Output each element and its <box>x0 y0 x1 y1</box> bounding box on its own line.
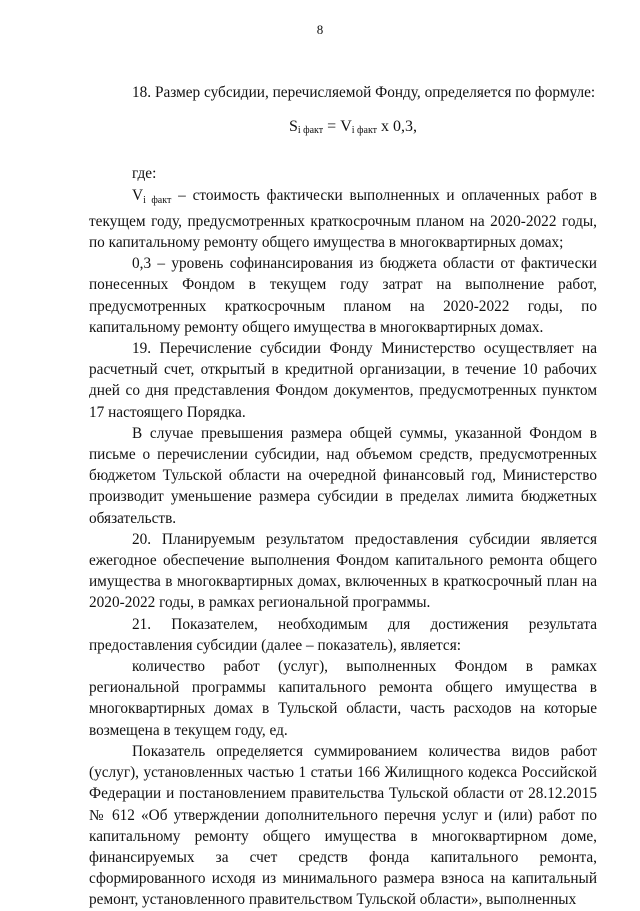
definition-v-symbol: V <box>132 186 144 204</box>
formula-v-symbol: V <box>340 118 352 136</box>
definition-0-3: 0,3 – уровень софинансирования из бюджета области от фактически понесенных Фондом в текущем году затрат на выполнение работ, предусмотренных краткосрочным планом на 2020-2022 годы, по капитальному ремонту общего имущества в многоквартирных домах. <box>89 255 597 336</box>
paragraph-21: 21. Показателем, необходимым для достижения результата предоставления субсидии (далее – показатель), является: <box>89 615 597 654</box>
formula-rest: х 0,3, <box>377 118 418 136</box>
formula-equals: = <box>323 118 341 136</box>
paragraph-indicator-calculation: Показатель определяется суммированием количества видов работ (услуг), установленных частью 1 статьи 166 Жилищного кодекса Российской Федерации и постановлением правительства Тульской области от 28.12.2015 № 612 «Об утверждении дополнительного перечня услуг и (или) работ по капитальному ремонту общего имущества в многоквартирном доме, финансируемых за счет средств фонда капитального ремонта, сформированного исходя из минимального размера взноса на капитальный ремонт, установленного правительством Тульской области», выполненных <box>89 742 597 909</box>
definition-v <box>89 185 597 254</box>
paragraph-19-continued: В случае превышения размера общей суммы, указанной Фондом в письме о перечислении субсидии, над объемом средств, предусмотренных бюджетом Тульской области на очередной финансовый год, Министерство производит уменьшение размера субсидии в пределах лимита бюджетных обязательств. <box>89 424 597 527</box>
paragraph-21-indicator: количество работ (услуг), выполненных Фондом в рамках региональной программы капитального ремонта общего имущества в многоквартирных домах в Тульской области, часть расходов на которые возмещена в текущем году, ед. <box>89 658 597 739</box>
paragraph-18: 18. Размер субсидии, перечисляемой Фонду, определяется по формуле: <box>132 84 596 101</box>
formula-s-symbol: S <box>288 118 298 136</box>
definition-v-subscript: i факт <box>143 194 172 206</box>
page-number: 8 <box>316 22 324 37</box>
subsidy-formula <box>89 116 597 141</box>
formula-s-subscript: i факт <box>297 125 324 137</box>
where-label: где: <box>132 165 157 183</box>
paragraph-19: 19. Перечисление субсидии Фонду Министерство осуществляет на расчетный счет, открытый в кредитной организации, в течение 10 рабочих дней со дня представления Фондом документов, предусмотренных пунктом 17 настоящего Порядка. <box>89 340 597 421</box>
formula-v-subscript: i факт <box>351 125 378 137</box>
definition-v-text: – стоимость фактически выполненных и оплаченных работ в текущем году, предусмотренных краткосрочным планом на 2020-2022 годы, по капитальному ремонту общего имущества в многоквартирных домах; <box>89 186 598 252</box>
document-body <box>89 82 597 911</box>
paragraph-20: 20. Планируемым результатом предоставления субсидии является ежегодное обеспечение выполнения Фондом капитального ремонта общего имущества в многоквартирных домах, включенных в краткосрочный план на 2020-2022 годы, в рамках региональной программы. <box>89 530 597 612</box>
